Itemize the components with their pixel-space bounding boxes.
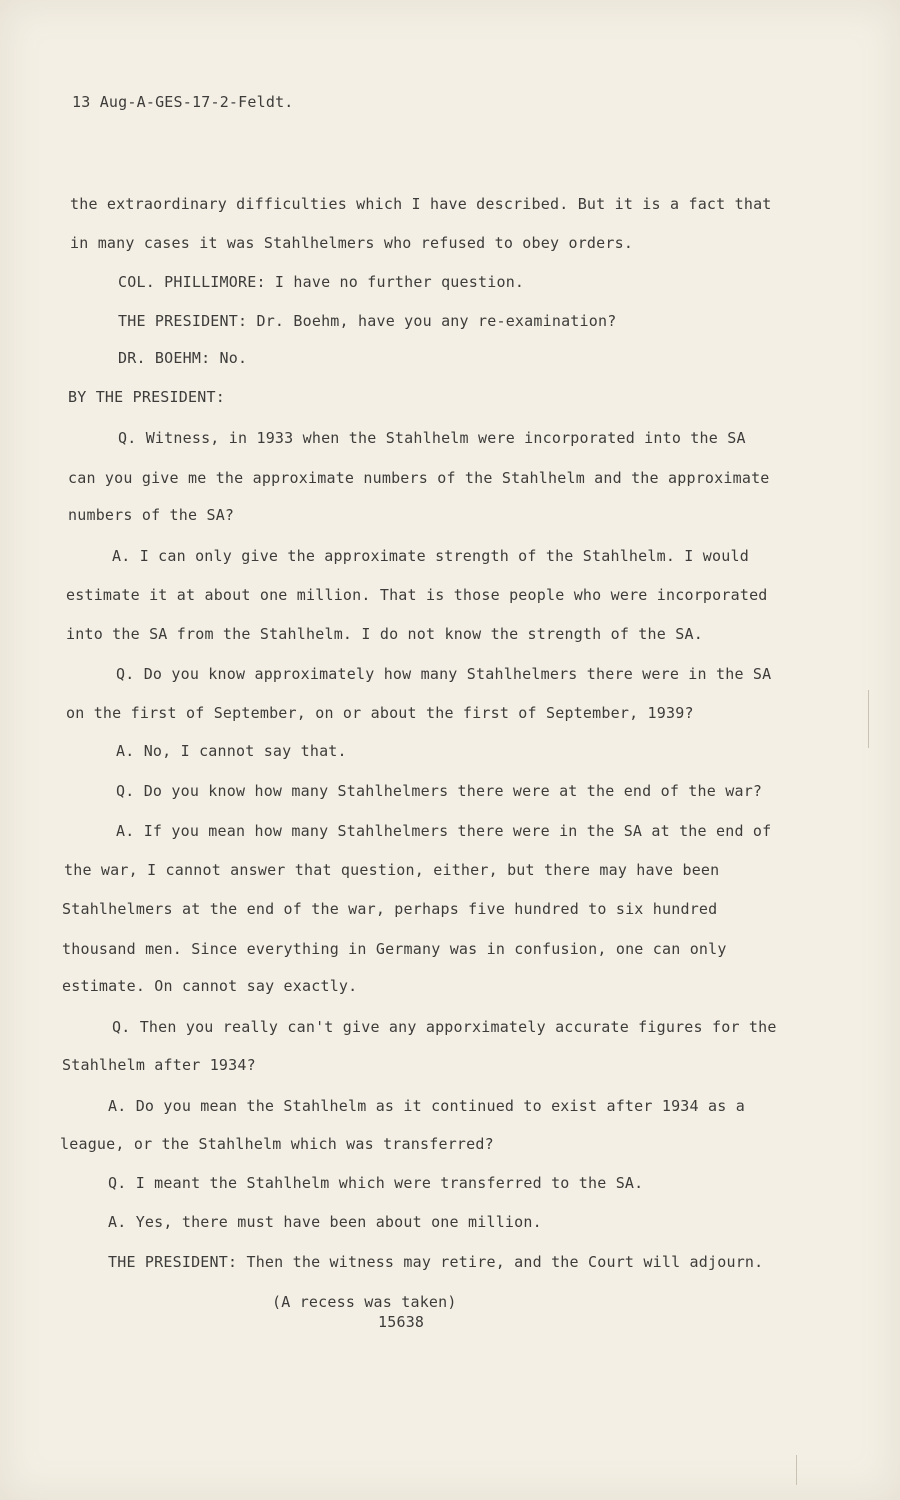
text-line: league, or the Stahlhelm which was transferred? xyxy=(60,1135,494,1153)
text-line: estimate. On cannot say exactly. xyxy=(62,977,358,995)
text-line: THE PRESIDENT: Then the witness may retire, and the Court will adjourn. xyxy=(108,1253,764,1271)
answer-line: A. Yes, there must have been about one million. xyxy=(108,1213,542,1231)
question-line: Q. Do you know approximately how many Stahlhelmers there were in the SA xyxy=(116,665,772,683)
text-line: the extraordinary difficulties which I have described. But it is a fact that xyxy=(70,195,772,213)
text-line: numbers of the SA? xyxy=(68,506,235,524)
text-line: can you give me the approximate numbers of the Stahlhelm and the approximate xyxy=(68,469,770,487)
paper-edge-mark xyxy=(868,690,869,748)
text-line: estimate it at about one million. That is those people who were incorporated xyxy=(66,586,768,604)
question-line: Q. Do you know how many Stahlhelmers there were at the end of the war? xyxy=(116,782,763,800)
text-line: in many cases it was Stahlhelmers who refused to obey orders. xyxy=(70,234,634,252)
question-line: Q. I meant the Stahlhelm which were transferred to the SA. xyxy=(108,1174,644,1192)
answer-line: A. I can only give the approximate strength of the Stahlhelm. I would xyxy=(112,547,749,565)
page-number: 15638 xyxy=(378,1313,425,1331)
text-line: the war, I cannot answer that question, either, but there may have been xyxy=(64,861,720,879)
text-line: thousand men. Since everything in Germany was in confusion, one can only xyxy=(62,940,727,958)
recess-note: (A recess was taken) xyxy=(272,1293,457,1311)
question-line: Q. Then you really can't give any apporximately accurate figures for the xyxy=(112,1018,777,1036)
text-line: Stahlhelm after 1934? xyxy=(62,1056,256,1074)
answer-line: A. Do you mean the Stahlhelm as it continued to exist after 1934 as a xyxy=(108,1097,745,1115)
answer-line: A. If you mean how many Stahlhelmers there were in the SA at the end of xyxy=(116,822,772,840)
text-line: into the SA from the Stahlhelm. I do not know the strength of the SA. xyxy=(66,625,703,643)
text-line: Stahlhelmers at the end of the war, perhaps five hundred to six hundred xyxy=(62,900,718,918)
answer-line: A. No, I cannot say that. xyxy=(116,742,347,760)
text-line: DR. BOEHM: No. xyxy=(118,349,248,367)
text-line: COL. PHILLIMORE: I have no further question. xyxy=(118,273,525,291)
text-line: on the first of September, on or about the first of September, 1939? xyxy=(66,704,694,722)
text-line: THE PRESIDENT: Dr. Boehm, have you any re-examination? xyxy=(118,312,617,330)
section-heading: BY THE PRESIDENT: xyxy=(68,388,225,406)
question-line: Q. Witness, in 1933 when the Stahlhelm were incorporated into the SA xyxy=(118,429,746,447)
paper-edge-mark xyxy=(796,1455,797,1485)
document-header: 13 Aug-A-GES-17-2-Feldt. xyxy=(72,93,294,111)
